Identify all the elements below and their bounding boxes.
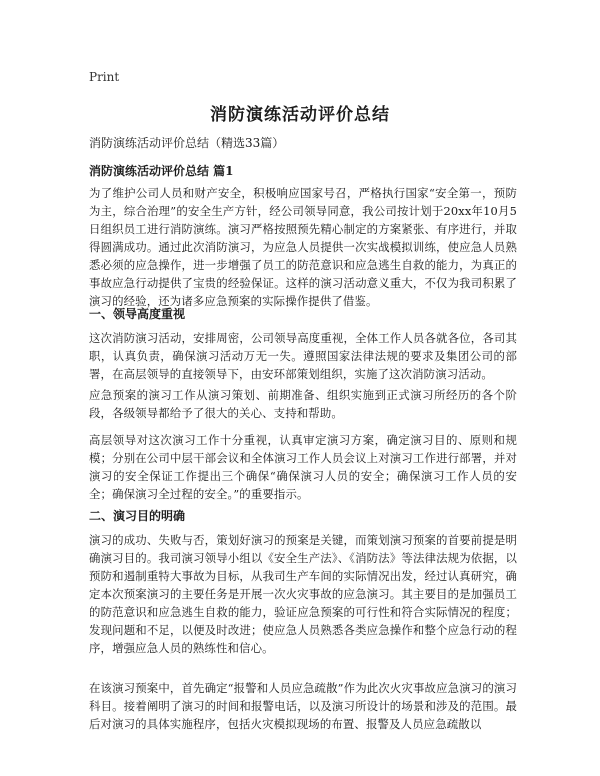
section-heading-leadership: 一、领导高度重视 xyxy=(89,307,186,321)
paragraph-plan: 在该演习预案中，首先确定“报警和人员应急疏散”作为此次火灾事故应急演习的演习科目。接着阐明了演习的时间和报警电话，以及演习所设计的场景和涉及的范围。最后对演习的具体实施程序，包括火灾模拟现场的布置、报警及人员应急疏散以 xyxy=(89,681,517,731)
document-subtitle: 消防演练活动评价总结（精选33篇） xyxy=(89,136,285,150)
print-label[interactable]: Print xyxy=(89,70,120,84)
paragraph-arrangement: 这次消防演习活动，安排周密，公司领导高度重视，全体工作人员各就各位，各司其职，认真负责，确保演习活动万无一失。遵照国家法律法规的要求及集团公司的部署，在高层领导的直接领导下，由安环部策划组织，实施了这次消防演习活动。 xyxy=(89,331,517,381)
page-title: 消防演练活动评价总结 xyxy=(210,105,390,125)
paragraph-instructions: 高层领导对这次演习工作十分重视，认真审定演习方案，确定演习目的、原则和规模；分别在公司中层干部会议和全体演习工作人员会议上对演习工作进行部署，并对演习的安全保证工作提出三个确保“确保演习人员的安全；确保演习工作人员的安全；确保演习全过程的安全。”的重要指示。 xyxy=(89,433,517,501)
paragraph-intro: 为了维护公司人员和财产安全，积极响应国家号召，严格执行国家“安全第一，预防为主，综合治理”的安全生产方针，经公司领导同意，我公司按计划于20xx年10月5日组织员工进行消防演练。演习严格按照预先精心制定的方案紧张、有序进行，并取得圆满成功。通过此次消防演习，为应急人员提供一次实战模拟训练，使应急人员熟悉必须的应急操作，进一步增强了员工的防范意识和应急逃生自救的能力，为真正的事故应急行动提供了宝贵的经验保证。这样的演习活动意义重大，不仅为我司积累了演习的经验，还为诸多应急预案的实际操作提供了借鉴。 xyxy=(89,186,517,308)
article-heading: 消防演练活动评价总结 篇1 xyxy=(89,164,234,178)
paragraph-support: 应急预案的演习工作从演习策划、前期准备、组织实施到正式演习所经历的各个阶段，各级领导都给予了很大的关心、支持和帮助。 xyxy=(89,388,517,420)
paragraph-purpose: 演习的成功、失败与否，策划好演习的预案是关键，而策划演习预案的首要前提是明确演习目的。我司演习领导小组以《安全生产法》、《消防法》等法律法规为依据，以预防和遏制重特大事故为目标，从我司生产车间的实际情况出发，经过认真研究，确定本次预案演习的主要任务是开展一次火灾事故的应急演习。其主要目的是加强员工的防范意识和应急逃生自救的能力，验证应急预案的可行性和符合实际情况的程度；发现问题和不足，以便及时改进；使应急人员熟悉各类应急操作和整个应急行动的程序，增强应急人员的熟练性和信心。 xyxy=(89,533,517,655)
section-heading-purpose: 二、演习目的明确 xyxy=(89,509,186,523)
